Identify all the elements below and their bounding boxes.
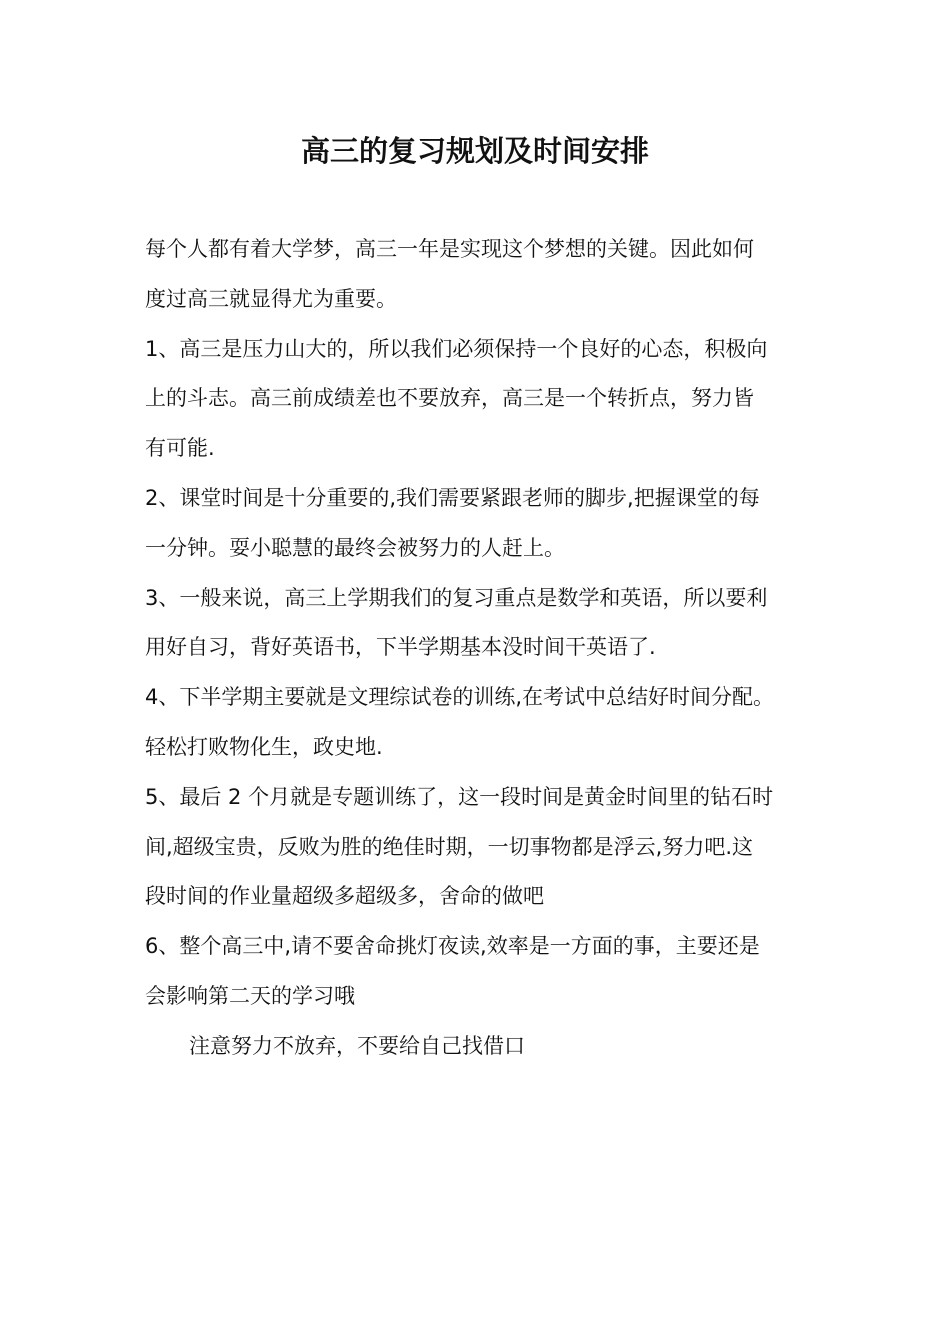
paragraph-line: 1、高三是压力山大的，所以我们必须保持一个良好的心态，积极向 [145, 336, 768, 361]
paragraph-line: 注意努力不放弃，不要给自己找借口 [189, 1033, 525, 1058]
paragraph-line: 每个人都有着大学梦，高三一年是实现这个梦想的关键。因此如何 [145, 237, 754, 261]
paragraph-item-2 [145, 474, 825, 574]
paragraph-line: 有可能. [145, 436, 215, 461]
paragraph-line: 轻松打败物化生，政史地. [145, 734, 383, 759]
paragraph-line: 用好自习，背好英语书，下半学期基本没时间干英语了. [145, 635, 656, 660]
paragraph-line: 4、下半学期主要就是文理综试卷的训练,在考试中总结好时间分配。 [145, 685, 775, 710]
paragraph-line: 一分钟。耍小聪慧的最终会被努力的人赶上。 [145, 535, 565, 560]
paragraph-line: 6、整个高三中,请不要舍命挑灯夜读,效率是一方面的事，主要还是 [145, 934, 760, 959]
paragraph-item-5 [145, 773, 825, 922]
paragraph-item-1 [145, 325, 825, 474]
paragraph-line: 上的斗志。高三前成绩差也不要放弃，高三是一个转折点，努力皆 [145, 386, 754, 411]
paragraph-item-4 [145, 673, 825, 773]
paragraph-line: 段时间的作业量超级多超级多，舍命的做吧 [145, 884, 544, 909]
paragraph-closing [145, 1022, 825, 1072]
paragraph-item-6 [145, 922, 825, 1022]
paragraph-line: 会影响第二天的学习哦 [145, 983, 355, 1008]
paragraph-line: 间,超级宝贵，反败为胜的绝佳时期，一切事物都是浮云,努力吧.这 [145, 834, 754, 859]
paragraph-item-3 [145, 574, 825, 674]
paragraph-line: 2、课堂时间是十分重要的,我们需要紧跟老师的脚步,把握课堂的每 [145, 485, 760, 510]
document-body [145, 225, 825, 1072]
paragraph-line: 度过高三就显得尤为重要。 [145, 286, 397, 311]
document-title: 高三的复习规划及时间安排 [300, 134, 649, 168]
paragraph-line: 5、最后 2 个月就是专题训练了，这一段时间是黄金时间里的钻石时 [145, 784, 774, 809]
paragraph-line: 3、一般来说，高三上学期我们的复习重点是数学和英语，所以要利 [145, 585, 768, 610]
paragraph-intro [145, 225, 825, 325]
